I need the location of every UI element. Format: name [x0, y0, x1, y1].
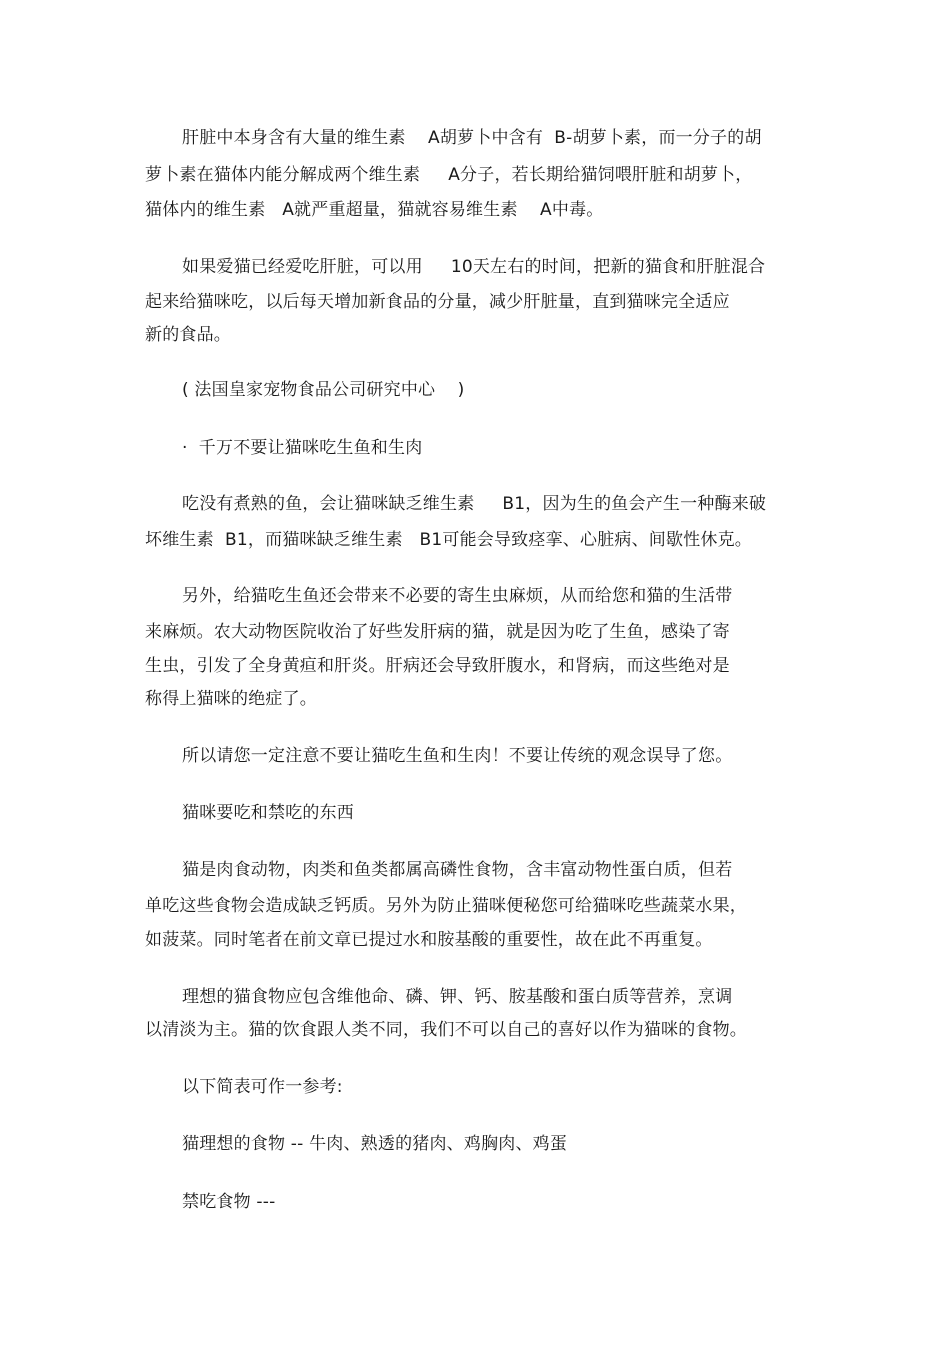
paragraph-line: 如果爱猫已经爱吃肝脏，可以用 10天左右的时间，把新的猫食和肝脏混合 [182, 257, 766, 277]
paragraph-line: 吃没有煮熟的鱼，会让猫咪缺乏维生素 B1，因为生的鱼会产生一种酶来破 [182, 494, 767, 514]
paragraph-line: 猫是肉食动物，肉类和鱼类都属高磷性食物，含丰富动物性蛋白质，但若 [182, 860, 733, 880]
paragraph-line: 单吃这些食物会造成缺乏钙质。另外为防止猫咪便秘您可给猫咪吃些蔬菜水果， [145, 896, 747, 916]
paragraph-line: 肝脏中本身含有大量的维生素 A胡萝卜中含有 B-胡萝卜素，而一分子的胡 [182, 128, 762, 148]
paragraph-line: 称得上猫咪的绝症了。 [145, 689, 317, 709]
paragraph-line: 所以请您一定注意不要让猫吃生鱼和生肉！不要让传统的观念误导了您。 [182, 746, 733, 766]
ideal-food-line: 猫理想的食物 -- 牛肉、熟透的猪肉、鸡胸肉、鸡蛋 [182, 1134, 568, 1154]
paragraph-line: 萝卜素在猫体内能分解成两个维生素 A分子，若长期给猫饲喂肝脏和胡萝卜， [145, 165, 753, 185]
paragraph-line: 新的食品。 [145, 325, 231, 345]
paragraph-line: 猫体内的维生素 A就严重超量，猫就容易维生素 A中毒。 [145, 200, 604, 220]
paragraph-line: 以下简表可作一参考: [182, 1077, 343, 1097]
paragraph-line: 来麻烦。农大动物医院收治了好些发肝病的猫，就是因为吃了生鱼，感染了寄 [145, 622, 730, 642]
paragraph-line: 如菠菜。同时笔者在前文章已提过水和胺基酸的重要性，故在此不再重复。 [145, 930, 713, 950]
paragraph-line: 生虫，引发了全身黄疸和肝炎。肝病还会导致肝腹水，和肾病，而这些绝对是 [145, 656, 730, 676]
paragraph-line: 起来给猫咪吃，以后每天增加新食品的分量，减少肝脏量，直到猫咪完全适应 [145, 292, 730, 312]
section-heading: 猫咪要吃和禁吃的东西 [182, 803, 354, 823]
section-heading: · 千万不要让猫咪吃生鱼和生肉 [182, 438, 423, 458]
paragraph-line: 坏维生素 B1，而猫咪缺乏维生素 B1可能会导致痉挛、心脏病、间歇性休克。 [145, 530, 752, 550]
paragraph-line: 以清淡为主。猫的饮食跟人类不同，我们不可以自己的喜好以作为猫咪的食物。 [145, 1020, 747, 1040]
forbidden-food-line: 禁吃食物 --- [182, 1192, 276, 1212]
paragraph-line: 另外，给猫吃生鱼还会带来不必要的寄生虫麻烦，从而给您和猫的生活带 [182, 586, 733, 606]
paragraph-line: 理想的猫食物应包含维他命、磷、钾、钙、胺基酸和蛋白质等营养，烹调 [182, 987, 733, 1007]
source-citation: ( 法国皇家宠物食品公司研究中心 ) [182, 380, 465, 400]
